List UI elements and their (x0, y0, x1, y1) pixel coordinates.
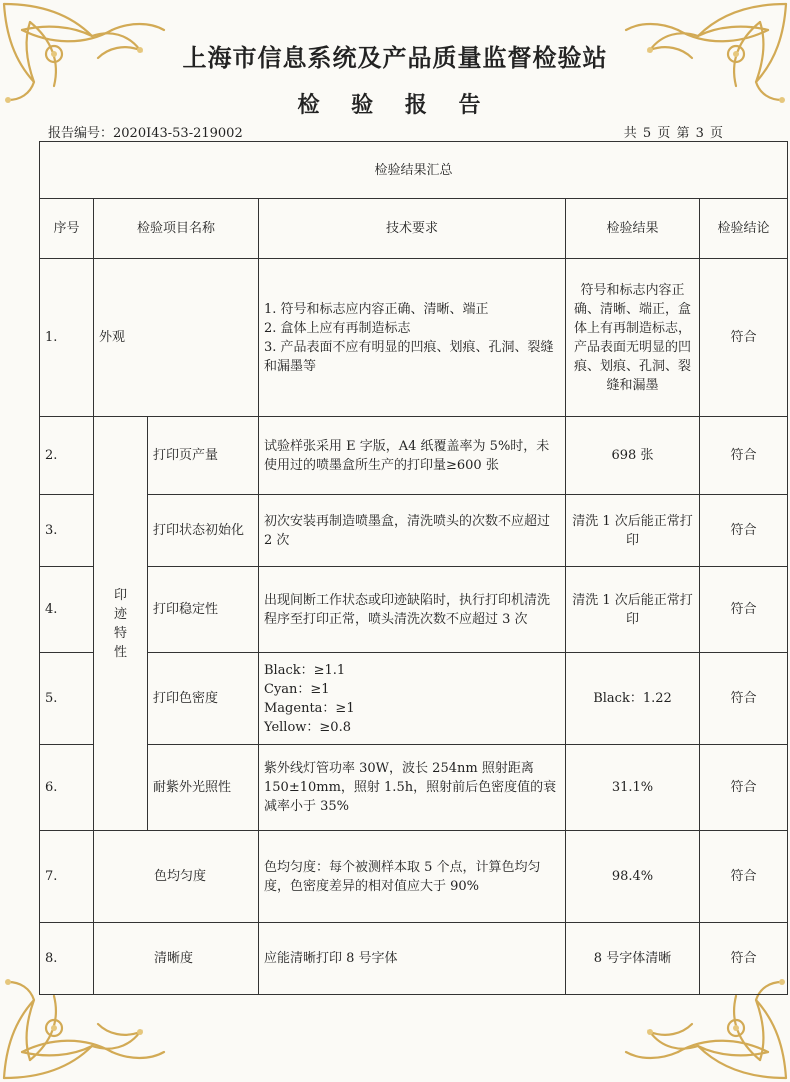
row-item: 打印稳定性 (148, 567, 259, 653)
row-result: Black：1.22 (566, 653, 700, 745)
row-result: 98.4% (566, 831, 700, 923)
row-requirement (259, 923, 566, 995)
row-conclusion: 符合 (700, 923, 788, 995)
table-row (40, 495, 788, 567)
table-row (40, 567, 788, 653)
row-requirement (259, 567, 566, 653)
row-requirement (259, 417, 566, 495)
column-header-conclusion: 检验结论 (700, 199, 788, 259)
row-conclusion: 符合 (700, 567, 788, 653)
requirement-line: 紫外线灯管功率 30W，波长 254nm 照射距离 150±10mm，照射 1.5h，照射前后色密度值的衰减率小于 35% (264, 761, 557, 814)
requirement-line: 应能清晰打印 8 号字体 (264, 951, 398, 966)
row-seq: 1. (40, 259, 94, 417)
row-conclusion: 符合 (700, 745, 788, 831)
column-header-requirement: 技术要求 (259, 199, 566, 259)
summary-title: 检验结果汇总 (40, 142, 788, 199)
requirement-line: 试验样张采用 E 字版，A4 纸覆盖率为 5%时，未使用过的喷墨盒所生产的打印量≥600 张 (264, 438, 550, 473)
row-conclusion: 符合 (700, 417, 788, 495)
requirement-line: Yellow：≥0.8 (264, 719, 351, 735)
row-item: 色均匀度 (94, 831, 259, 923)
row-seq: 8. (40, 923, 94, 995)
group-label-char: 印 (113, 587, 127, 603)
report-number: 报告编号：2020I43-53-219002 (48, 126, 243, 141)
header-row (40, 199, 788, 259)
row-requirement (259, 653, 566, 745)
table-row (40, 831, 788, 923)
row-item: 外观 (94, 259, 259, 417)
requirement-line: Cyan：≥1 (264, 681, 330, 697)
row-requirement (259, 259, 566, 417)
row-requirement (259, 745, 566, 831)
row-requirement (259, 495, 566, 567)
row-conclusion: 符合 (700, 831, 788, 923)
row-result: 符号和标志内容正确、清晰、端正，盒体上有再制造标志，产品表面无明显的凹痕、划痕、孔洞、裂缝和漏墨 (566, 259, 700, 417)
requirement-line: 1. 符号和标志应内容正确、清晰、端正 (264, 301, 489, 317)
column-header-seq: 序号 (40, 199, 94, 259)
row-requirement (259, 831, 566, 923)
requirement-line: 2. 盒体上应有再制造标志 (264, 320, 411, 336)
results-table (39, 141, 788, 995)
row-item: 打印页产量 (148, 417, 259, 495)
row-conclusion: 符合 (700, 259, 788, 417)
row-item: 打印色密度 (148, 653, 259, 745)
requirement-line: 出现间断工作状态或印迹缺陷时，执行打印机清洗程序至打印正常，喷头清洗次数不应超过 3 次 (264, 592, 551, 627)
column-header-result: 检验结果 (566, 199, 700, 259)
group-label-char: 特 (113, 625, 127, 641)
requirement-line: 色均匀度：每个被测样本取 5 个点，计算色均匀度，色密度差异的相对值应大于 90% (264, 859, 541, 894)
row-item: 耐紫外光照性 (148, 745, 259, 831)
row-seq: 4. (40, 567, 94, 653)
requirement-line: Magenta：≥1 (264, 700, 355, 716)
table-row (40, 417, 788, 495)
group-label-char: 迹 (113, 606, 127, 622)
row-item: 打印状态初始化 (148, 495, 259, 567)
row-seq: 3. (40, 495, 94, 567)
row-result: 31.1% (566, 745, 700, 831)
column-header-item: 检验项目名称 (94, 199, 259, 259)
row-conclusion: 符合 (700, 495, 788, 567)
row-result: 698 张 (566, 417, 700, 495)
requirement-line: 初次安装再制造喷墨盒，清洗喷头的次数不应超过 2 次 (264, 513, 551, 548)
row-result: 清洗 1 次后能正常打印 (566, 567, 700, 653)
row-result: 清洗 1 次后能正常打印 (566, 495, 700, 567)
table-row (40, 745, 788, 831)
row-seq: 7. (40, 831, 94, 923)
requirement-line: 3. 产品表面不应有明显的凹痕、划痕、孔洞、裂缝和漏墨等 (264, 339, 554, 374)
row-seq: 6. (40, 745, 94, 831)
table-row (40, 259, 788, 417)
row-seq: 2. (40, 417, 94, 495)
requirement-line: Black：≥1.1 (264, 662, 346, 678)
group-label-print-characteristics (94, 417, 148, 831)
table-row (40, 653, 788, 745)
row-conclusion: 符合 (700, 653, 788, 745)
group-label-char: 性 (113, 644, 127, 660)
institution-name: 上海市信息系统及产品质量监督检验站 (182, 43, 608, 72)
row-seq: 5. (40, 653, 94, 745)
report-title: 检 验 报 告 (297, 92, 493, 118)
summary-row (40, 142, 788, 199)
row-result: 8 号字体清晰 (566, 923, 700, 995)
row-item: 清晰度 (94, 923, 259, 995)
table-row (40, 923, 788, 995)
page-info: 共 5 页 第 3 页 (623, 126, 724, 141)
